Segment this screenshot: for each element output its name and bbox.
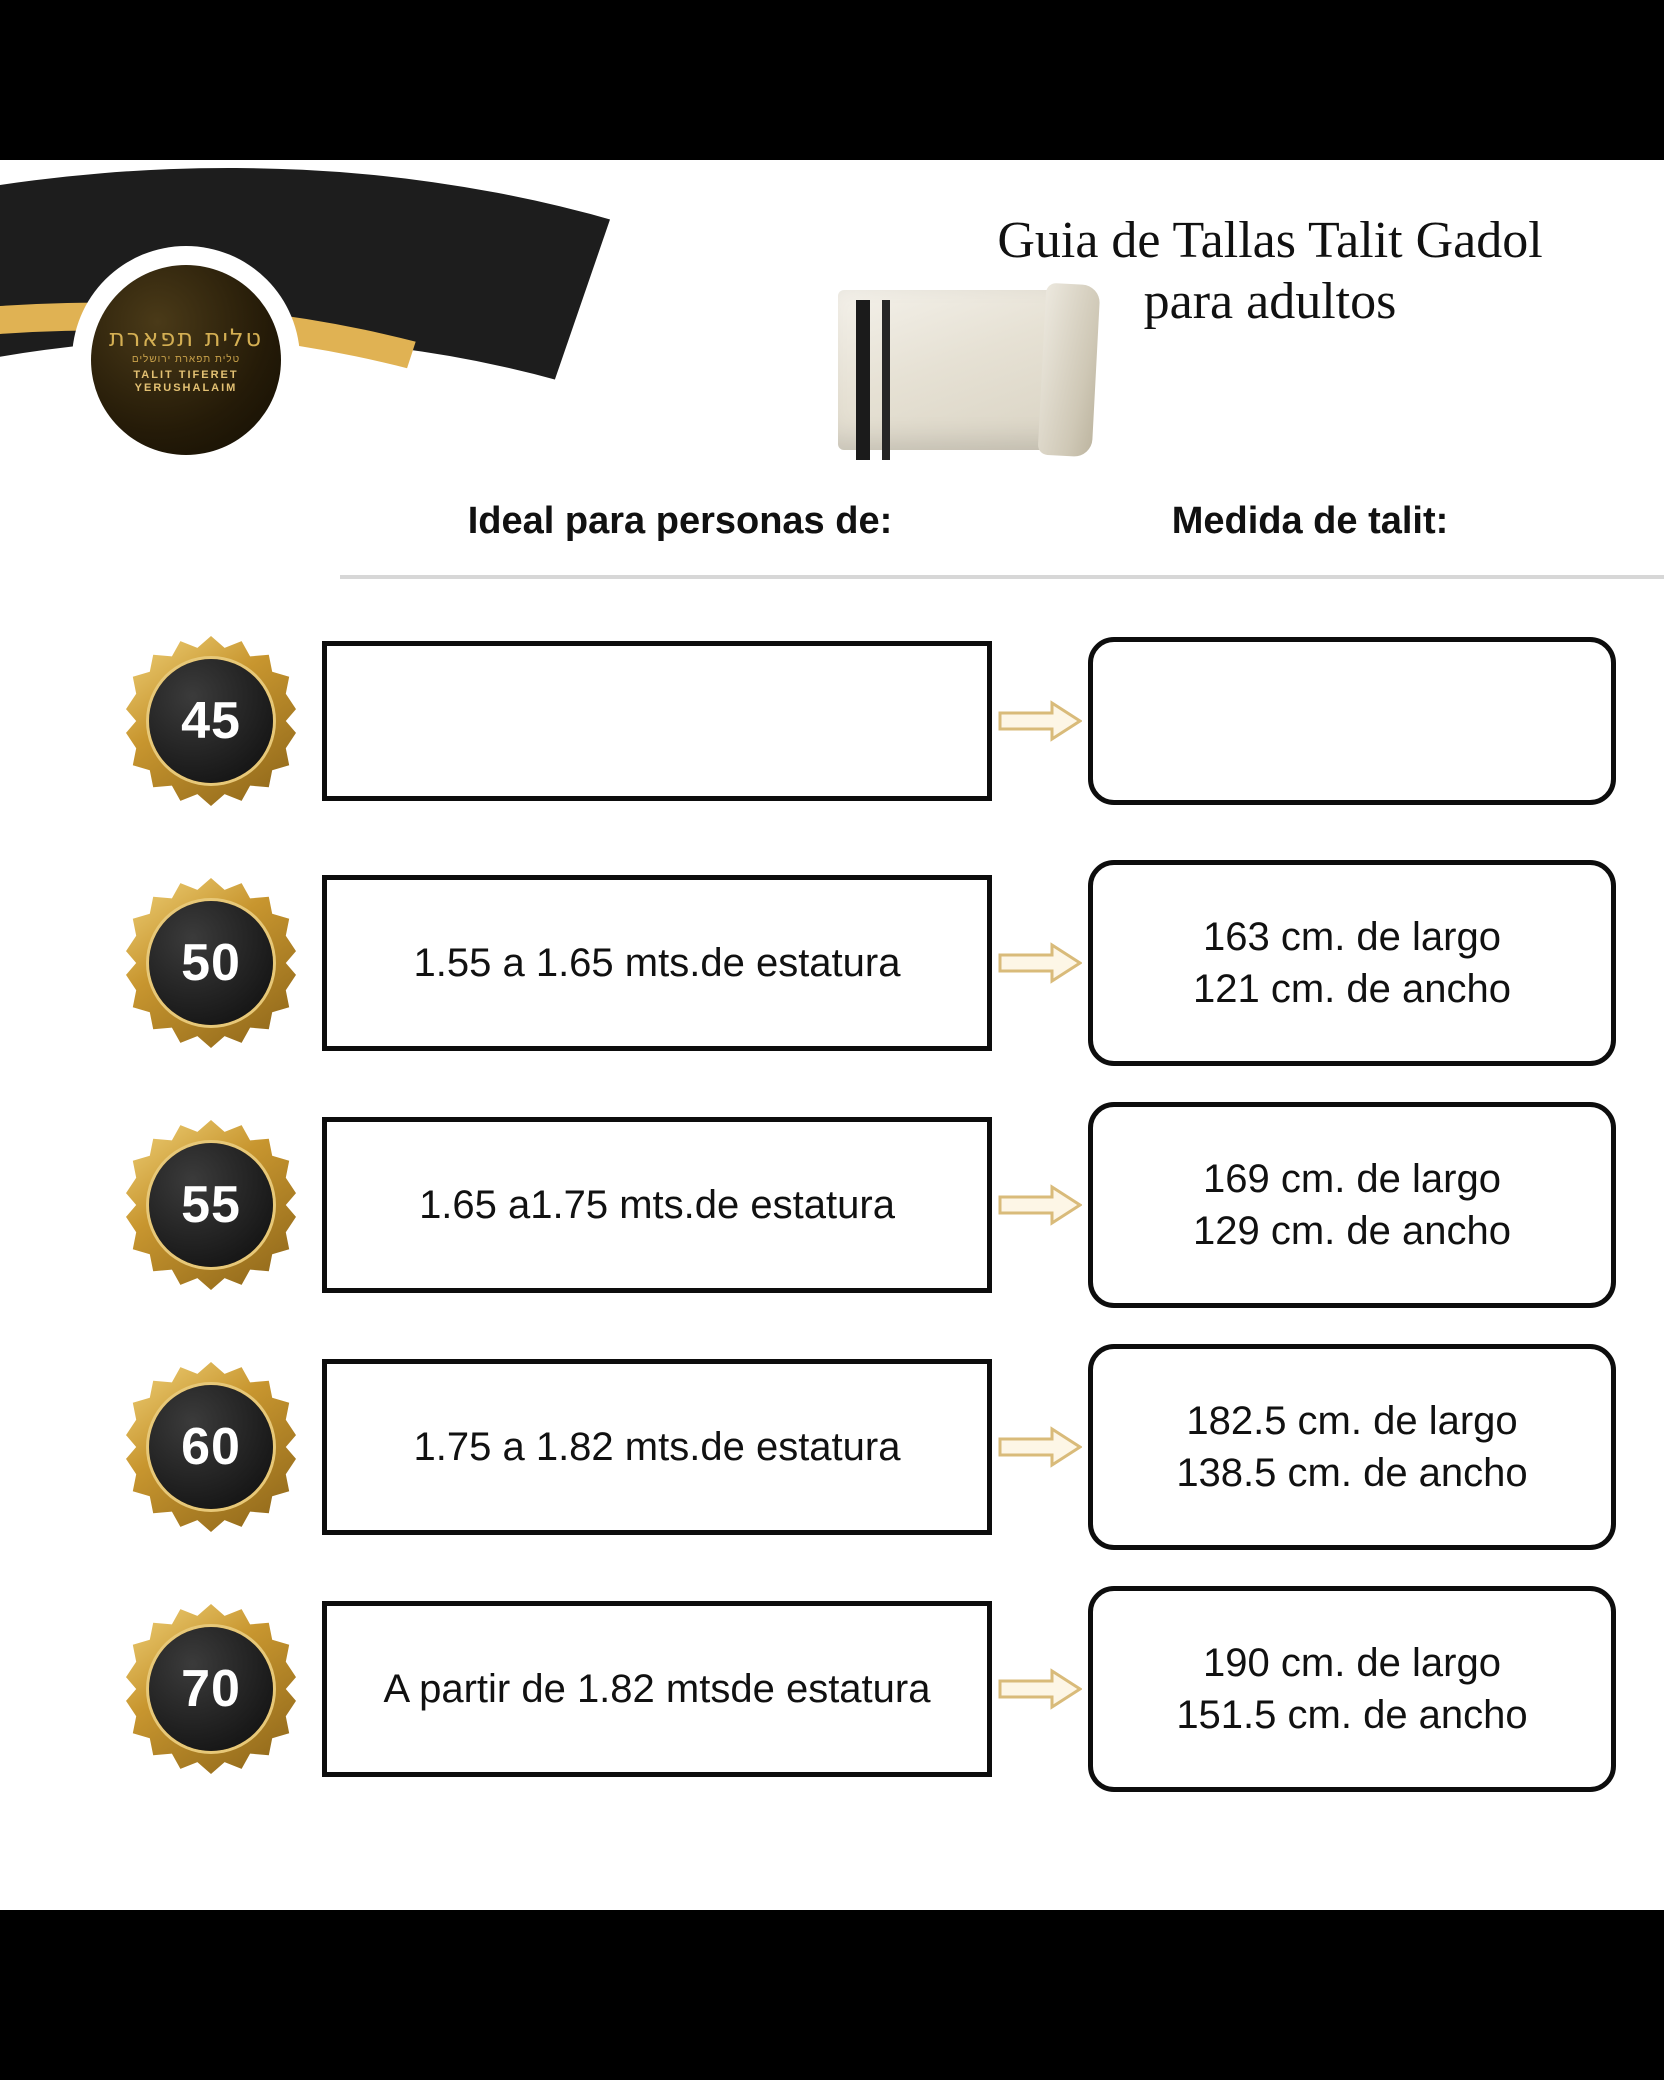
size-badge [126,1362,296,1532]
person-height-box: A partir de 1.82 mts de estatura [322,1601,992,1777]
arrow-right-icon [992,942,1088,984]
measure-width: 129 cm. de ancho [1193,1209,1511,1253]
size-table [120,600,1664,1810]
talit-stripe-1 [856,300,870,460]
column-header-measure: Medida de talit: [1171,500,1449,542]
table-row [120,842,1664,1084]
measure-box [1088,637,1616,805]
person-height-box: 1.75 a 1.82 mts. de estatura [322,1359,992,1535]
talit-fold [1038,283,1101,458]
talit-stripe-2 [882,300,890,460]
logo-sub-text: טלית תפארת ירושלים [131,353,241,365]
size-badge-number: 70 [181,1660,241,1718]
column-headers [330,500,1660,543]
poster-canvas [0,160,1664,1910]
measure-box [1088,860,1616,1066]
size-badge-disc [149,1385,273,1509]
logo-brand-name: TALIT TIFERET YERUSHALAIM [133,368,239,394]
person-height-box: 1.55 a 1.65 mts. de estatura [322,875,992,1051]
page-title-line-1: Guia de Tallas Talit Gadol [997,212,1543,269]
measure-length: 169 cm. de largo [1203,1157,1501,1201]
person-height-box: 1.65 a1.75 mts. de estatura [322,1117,992,1293]
size-badge-number: 50 [181,934,241,992]
brand-logo-inner [91,265,281,455]
size-badge-disc [149,1627,273,1751]
arrow-right-icon [992,1184,1088,1226]
table-row [120,1084,1664,1326]
arrow-right-icon [992,700,1088,742]
person-height-box [322,641,992,801]
arrow-right-icon [992,1426,1088,1468]
logo-hebrew-text: טלית תפארת [108,323,264,352]
table-row [120,1326,1664,1568]
size-badge [126,1604,296,1774]
size-badge [126,878,296,1048]
header-divider [340,575,1664,579]
measure-box [1088,1586,1616,1792]
talit-product-image [838,280,1096,460]
size-badge-disc [149,1143,273,1267]
size-badge-number: 55 [181,1176,241,1234]
brand-logo [76,250,296,470]
measure-box [1088,1102,1616,1308]
column-header-person: Ideal para personas de: [467,500,893,542]
measure-length: 190 cm. de largo [1203,1641,1501,1685]
size-badge-disc [149,901,273,1025]
measure-width: 138.5 cm. de ancho [1176,1451,1528,1495]
measure-box [1088,1344,1616,1550]
size-badge-number: 60 [181,1418,241,1476]
measure-width: 121 cm. de ancho [1193,967,1511,1011]
arrow-right-icon [992,1668,1088,1710]
measure-length: 163 cm. de largo [1203,915,1501,959]
size-badge-disc [149,659,273,783]
size-badge [126,1120,296,1290]
size-badge-number: 45 [181,692,241,750]
measure-length: 182.5 cm. de largo [1186,1399,1518,1443]
table-row [120,600,1664,842]
measure-width: 151.5 cm. de ancho [1176,1693,1528,1737]
table-row [120,1568,1664,1810]
size-badge [126,636,296,806]
page-title-line-2: para adultos [1143,273,1397,331]
